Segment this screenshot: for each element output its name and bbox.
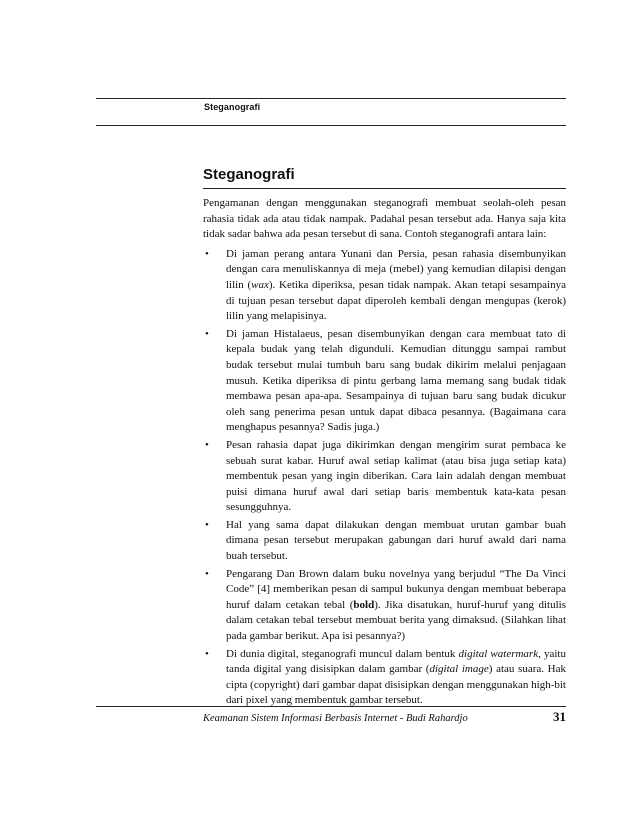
list-item: • Pengarang Dan Brown dalam buku novelnya yang berjudul “The Da Vinci Code” [4] memberikan pesan di sampul bukunya dengan membuat beberapa huruf dalam cetakan tebal (bold). Jika disatukan, huruf-huruf yang ditulis dalam cetakan tebal tersebut membuat berita yang dimaksud. (Silahkan lihat pada gambar berikut. Apa isi pesannya?) bbox=[205, 567, 566, 643]
intro-paragraph: Pengamanan dengan menggunakan steganografi membuat seolah-oleh pesan rahasia tidak ada atau tidak nampak. Padahal pesan tersebut ada. Hanya saja kita tidak sadar bahwa ada pesan tersebut di sana. Contoh steganografi antara lain: bbox=[203, 197, 566, 241]
bullet-list bbox=[203, 247, 566, 709]
footer-rule bbox=[96, 706, 566, 707]
bullet-icon: • bbox=[205, 567, 209, 580]
header-top-rule bbox=[96, 98, 566, 99]
list-item: • Pesan rahasia dapat juga dikirimkan dengan mengirim surat pembaca ke sebuah surat kabar. Huruf awal setiap kalimat (atau bisa juga setiap kata) membentuk pesan yang ingin diberikan. Cara lain adalah dengan membuat puisi dimana huruf awal dari setiap baris membentuk kata-kata pesan sesungguhnya. bbox=[205, 438, 566, 514]
list-item: • Di jaman perang antara Yunani dan Persia, pesan rahasia disembunyikan dengan cara menuliskannya di meja (mebel) yang kemudian dilapisi dengan lilin (wax). Ketika diperiksa, pesan tidak nampak. Akan tetapi sesampainya di tujuan pesan tersebut dapat diperoleh kembali dengan mengupas (kerok) lilin yang melapisinya. bbox=[205, 247, 566, 323]
list-item: • Di dunia digital, steganografi muncul dalam bentuk digital watermark, yaitu tanda digital yang disisipkan dalam gambar (digital image) atau suara. Hak cipta (copyright) dari gambar dapat disisipkan dengan menggunakan high-bit dari pixel yang membentuk gambar tersebut. bbox=[205, 647, 566, 707]
body-text bbox=[203, 196, 566, 711]
header-bottom-rule bbox=[96, 125, 566, 126]
bullet-icon: • bbox=[205, 438, 209, 451]
list-item: • Hal yang sama dapat dilakukan dengan membuat urutan gambar buah dimana pesan tersebut merupakan gabungan dari huruf awald dari nama buah tersebut. bbox=[205, 518, 566, 563]
bullet-icon: • bbox=[205, 518, 209, 531]
bullet-icon: • bbox=[205, 647, 209, 660]
running-head: Steganografi bbox=[204, 102, 261, 112]
section-title-rule bbox=[203, 188, 566, 189]
page-number: 31 bbox=[553, 709, 566, 724]
list-item: • Di jaman Histalaeus, pesan disembunyikan dengan cara membuat tato di kepala budak yang telah digunduli. Kemudian ditunggu sampai rambut budak tersebut mulai tumbuh baru sang budak dikirim melalui penjagaan musuh. Ketika diperiksa di pintu gerbang lama memang sang budak tidak membawa pesan apa-apa. Sesampainya di tujuan baru sang budak dicukur oleh sang penerima pesan untuk dapat dibaca pesannya. (Bagaimana cara menghapus pesannya? Sadis juga.) bbox=[205, 327, 566, 434]
bullet-icon: • bbox=[205, 327, 209, 340]
footer-book-title: Keamanan Sistem Informasi Berbasis Internet - Budi Rahardjo bbox=[203, 713, 468, 724]
section-title: Steganografi bbox=[203, 166, 295, 183]
bullet-icon: • bbox=[205, 247, 209, 260]
